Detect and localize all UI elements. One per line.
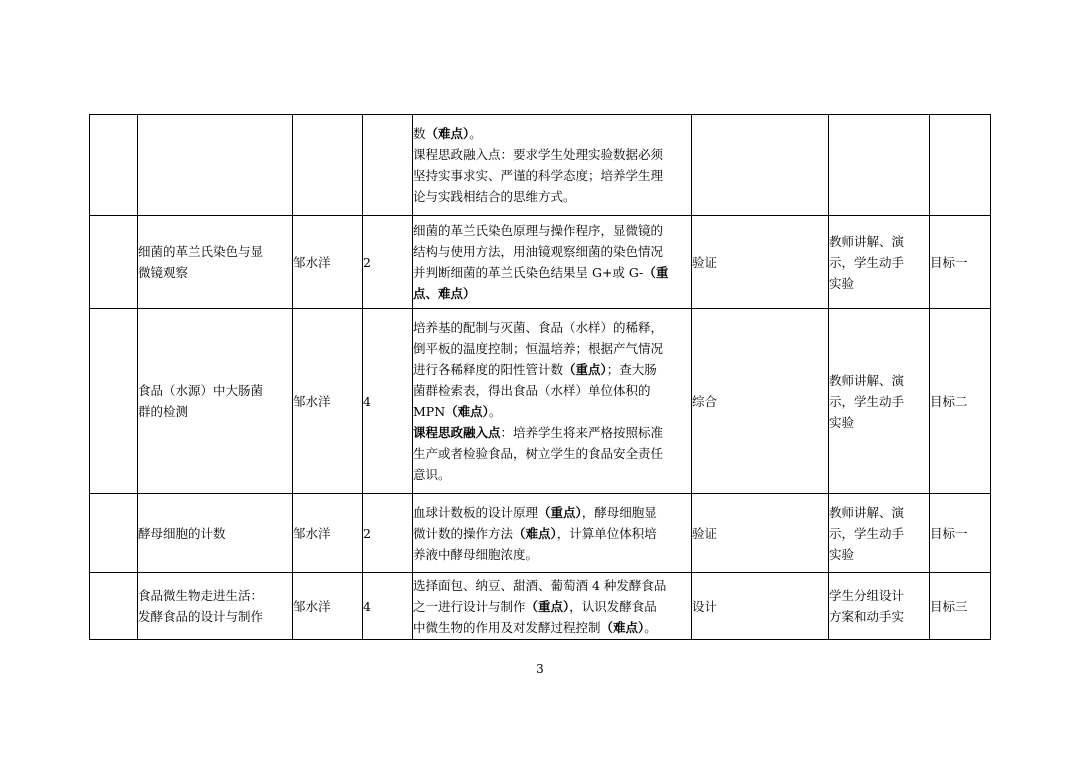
goal-cell [930, 115, 991, 216]
hours-cell [363, 115, 413, 216]
goal-cell: 目标一 [930, 494, 991, 573]
hours-cell: 4 [363, 573, 413, 640]
project-cell [138, 216, 293, 309]
text-segment: 。 [469, 126, 482, 141]
content-line [413, 144, 691, 165]
text-segment: 坚持实事求实、严谨的科学态度；培养学生理 [413, 168, 664, 183]
content-cell [413, 309, 692, 494]
content-cell [413, 573, 692, 640]
project-line: 群的检测 [138, 404, 189, 419]
method-line: 示，学生动手 [829, 393, 905, 409]
text-segment: 课程思政融入点：要求学生处理实验数据必须 [413, 147, 664, 162]
content-line [413, 596, 691, 617]
content-line [413, 123, 691, 144]
text-segment: 培养基的配制与灭菌、食品（水样）的稀释， [413, 320, 664, 335]
table-row [90, 309, 991, 494]
project-line: 微镜观察 [138, 265, 189, 280]
type-cell [692, 115, 829, 216]
content-line [413, 165, 691, 186]
text-segment: ，认识发酵食品 [569, 598, 657, 614]
text-segment: 。 [488, 404, 502, 419]
hours-cell: 2 [363, 216, 413, 309]
text-segment: 细菌的革兰氏染色原理与操作程序，显微镜的 [413, 223, 664, 238]
method-line: 方案和动手实 [829, 609, 905, 624]
text-segment: 生产或者检验食品，树立学生的食品安全责任 [413, 446, 664, 461]
table-row [90, 494, 991, 573]
text-segment: 结构与使用方法，用油镜观察细菌的染色情况 [413, 244, 664, 259]
type-cell: 验证 [692, 494, 829, 573]
text-segment: 中微生物的作用及对发酵过程控制 [413, 619, 601, 635]
method-line: 教师讲解、演 [829, 372, 905, 388]
project-cell [138, 115, 293, 216]
content-line [413, 617, 691, 638]
content-line [413, 220, 691, 241]
text-segment: ：培养学生将来严格按照标准 [500, 425, 664, 440]
content-line [413, 401, 691, 422]
method-cell [829, 115, 930, 216]
index-cell [90, 115, 138, 216]
method-line: 实验 [829, 414, 855, 430]
content-line [413, 241, 691, 262]
project-line: 细菌的革兰氏染色与显 [138, 244, 264, 259]
text-segment: 选择面包、纳豆、甜酒、葡萄酒 4 种发酵食品 [413, 577, 667, 593]
goal-cell: 目标二 [930, 309, 991, 494]
bold-text: 课程思政融入点 [413, 425, 501, 440]
content-line [413, 186, 691, 207]
content-line [413, 283, 691, 304]
method-line: 示，学生动手 [829, 525, 905, 541]
text-segment: 菌群检索表，得出食品（水样）单位体积的 [413, 383, 651, 398]
bold-text: （重点） [525, 598, 570, 614]
content-line [413, 502, 691, 523]
method-line: 教师讲解、演 [829, 504, 905, 520]
hours-cell: 4 [363, 309, 413, 494]
content-cell [413, 216, 692, 309]
teacher-cell [293, 115, 363, 216]
index-cell [90, 216, 138, 309]
text-segment: 之一进行设计与制作 [413, 598, 526, 614]
table-row [90, 115, 991, 216]
bold-text: （难点） [445, 404, 489, 419]
text-segment: 数 [413, 126, 426, 141]
goal-cell: 目标一 [930, 216, 991, 309]
content-line [413, 380, 691, 401]
project-cell [138, 494, 293, 573]
method-line: 教师讲解、演 [829, 233, 905, 249]
text-segment: 养液中酵母细胞浓度。 [413, 546, 539, 562]
bold-text: （重 [643, 265, 669, 280]
text-segment: 。 [644, 619, 657, 635]
table-row [90, 216, 991, 309]
text-segment: ，酵母细胞显 [581, 504, 657, 520]
type-cell: 设计 [692, 573, 829, 640]
method-line: 实验 [829, 275, 855, 291]
text-segment: 论与实践相结合的思维方式。 [413, 189, 576, 204]
text-segment: 进行各稀释度的阳性管计数 [413, 362, 564, 377]
project-line: 食品微生物走进生活： [138, 588, 264, 603]
teacher-cell: 邹水洋 [293, 494, 363, 573]
content-line [413, 262, 691, 283]
type-cell: 综合 [692, 309, 829, 494]
text-segment: 并判断细菌的革兰氏染色结果呈 G+或 G- [413, 265, 644, 280]
content-cell [413, 115, 692, 216]
table-row [90, 573, 991, 640]
content-line [413, 464, 691, 485]
index-cell [90, 573, 138, 640]
page-number: 3 [536, 662, 544, 676]
bold-text: 点、难点） [413, 286, 476, 301]
teacher-cell: 邹水洋 [293, 573, 363, 640]
content-line [413, 544, 691, 565]
index-cell [90, 494, 138, 573]
project-line: 发酵食品的设计与制作 [138, 609, 264, 624]
project-line: 酵母细胞的计数 [138, 525, 226, 541]
bold-text: （难点） [600, 619, 645, 635]
experiment-table [89, 114, 991, 640]
bold-text: （重点） [538, 504, 582, 520]
goal-cell: 目标三 [930, 573, 991, 640]
method-cell [829, 573, 930, 640]
index-cell [90, 309, 138, 494]
hours-cell: 2 [363, 494, 413, 573]
bold-text: （难点） [425, 126, 470, 141]
content-line [413, 317, 691, 338]
text-segment: 血球计数板的设计原理 [413, 504, 539, 520]
content-line [413, 338, 691, 359]
content-line [413, 575, 691, 596]
method-cell [829, 216, 930, 309]
project-line: 食品（水源）中大肠菌 [138, 383, 264, 398]
type-cell: 验证 [692, 216, 829, 309]
method-cell [829, 309, 930, 494]
content-cell [413, 494, 692, 573]
bold-text: （重点） [563, 362, 607, 377]
method-cell [829, 494, 930, 573]
text-segment: 倒平板的温度控制；恒温培养；根据产气情况 [413, 341, 664, 356]
teacher-cell: 邹水洋 [293, 309, 363, 494]
project-cell [138, 309, 293, 494]
text-segment: 意识。 [413, 467, 451, 482]
content-line [413, 359, 691, 380]
teacher-cell: 邹水洋 [293, 216, 363, 309]
method-line: 示，学生动手 [829, 254, 905, 270]
content-line [413, 443, 691, 464]
bold-text: （难点） [513, 525, 557, 541]
text-segment: ；查大肠 [606, 362, 657, 377]
method-line: 实验 [829, 546, 855, 562]
text-segment: MPN [413, 404, 446, 419]
text-segment: ，计算单位体积培 [556, 525, 657, 541]
text-segment: 微计数的操作方法 [413, 525, 514, 541]
content-line [413, 523, 691, 544]
content-line [413, 422, 691, 443]
method-line: 学生分组设计 [829, 588, 905, 603]
project-cell [138, 573, 293, 640]
